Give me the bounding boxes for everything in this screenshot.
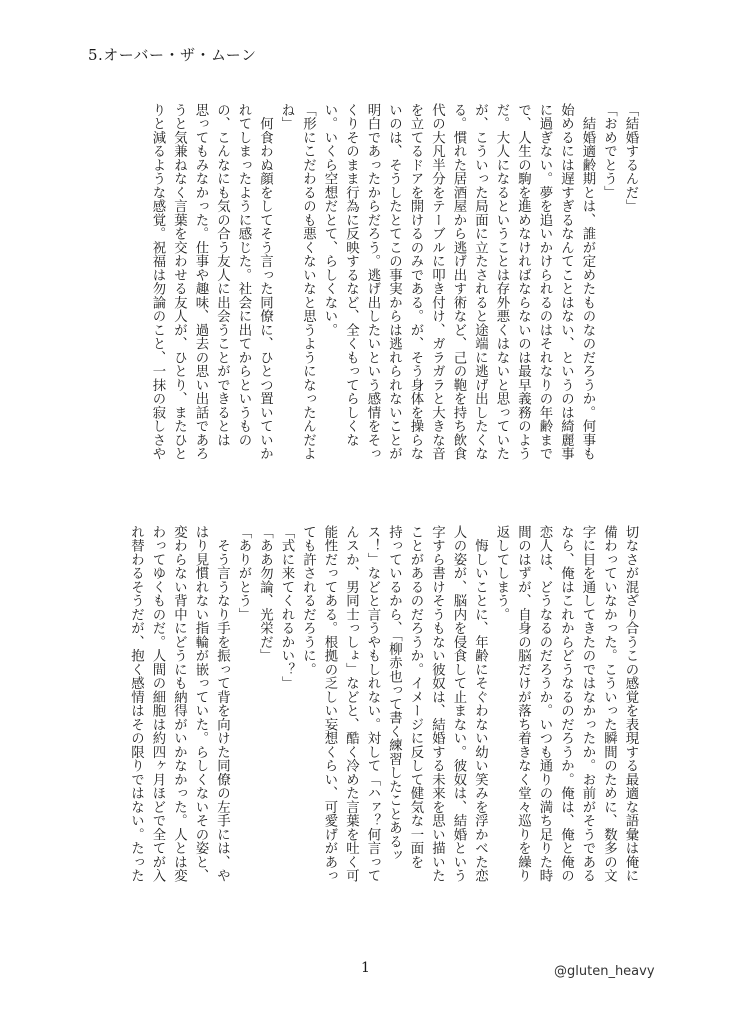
text-line: 「ああ勿論、光栄だ」 (257, 525, 273, 663)
text-line: くりそのまま行為に反映するなど、全くもってらしくな (343, 103, 359, 447)
text-line: んスか、男同士っしょ」などと、酷く冷めた言葉を吐く可 (343, 525, 359, 883)
text-line: い。いくら空想だとて、らしくない。 (322, 103, 337, 337)
text-line: ね」 (279, 103, 294, 131)
text-line: 字に目を通してきたのではなかったか。お前がそうである (580, 525, 595, 883)
text-line: 「ありがとう」 (236, 525, 251, 622)
text-line: ことがあるのだろうか。イメージに反して健気な一面を (408, 525, 423, 869)
text-line: が、こういった局面に立たされると途端に逃げ出したくな (472, 103, 488, 461)
author-handle: @gluten_heavy (554, 964, 655, 979)
text-line: 切なさが混ざり合うこの感覚を表現する最適な語彙は俺に (623, 525, 638, 883)
text-line: だ。大人になるということは存外悪くはないと思っていた (494, 103, 509, 461)
text-line: を立てるドアを開けるのみである。が、そう身体を操らな (408, 103, 423, 461)
text-line: 結婚適齢期とは、誰が定めたものなのだろうか。何事も (580, 103, 595, 461)
text-line: る。慣れた居酒屋から逃げ出す術など、己の鞄を持ち飲食 (451, 103, 466, 461)
text-line: 返してしまう。 (494, 525, 509, 622)
text-line: 能性だってある。根拠の乏しい妄想くらい、可愛げがあっ (322, 525, 337, 883)
text-line: 「結婚するんだ」 (623, 103, 638, 213)
text-line: 「形にこだわるのも悪くないなと思うようになったんだよ (300, 103, 316, 461)
text-line: 悔しいことに、年齢にそぐわない幼い笑みを浮かべた恋 (472, 525, 488, 883)
text-line: に過ぎない。夢を追いかけられるのはそれなりの年齢まで (537, 103, 552, 461)
top-text-block (81, 103, 641, 497)
text-line: 人の姿が、脳内を侵食して止まない。彼奴は、結婚という (451, 525, 466, 883)
text-line: ても許されるだろうに。 (300, 525, 316, 677)
text-line: なら、俺はこれからどうなるのだろうか。俺は、俺と俺の (558, 525, 574, 883)
text-line: れ替わるそうだが、抱く感情はその限りではない。たった (128, 525, 144, 883)
text-line: 代の大凡半分をテーブルに叩き付け、ガラガラと大きな音 (429, 103, 445, 461)
page-number: 1 (361, 960, 370, 976)
text-line: 明白であったからだろう。逃げ出したいという感情をそっ (365, 103, 380, 461)
text-line: の、こんなにも気の合う友人に出会うことができるとは (214, 103, 230, 447)
text-line: いのは、そうしたとてこの事実からは逃れられないことが (386, 103, 402, 461)
text-line: ス！」などと言うやもしれない。対して「ハァ？何言って (365, 525, 380, 883)
text-line: わってゆくものだ。人間の細胞は約四ヶ月ほどで全てが入 (150, 525, 165, 883)
text-line: 備わっていなかった。こういった瞬間のために、数多の文 (601, 525, 617, 883)
text-line: 間のはずが、自身の脳だけが落ち着きなく堂々巡りを繰り (515, 525, 531, 883)
text-line: 恋人は、どうなるのだろうか。いつも通りの満ち足りた時 (537, 525, 552, 883)
text-line: 思ってもみなかった。仕事や趣味、過去の思い出話であろ (193, 103, 208, 461)
text-line: で、人生の駒を進めなければならないのは最早義務のよう (515, 103, 531, 461)
text-line: れてしまったように感じた。社会に出てからというもの (236, 103, 251, 447)
text-line: 何食わぬ顔をしてそう言った同僚に、ひとつ置いていか (257, 103, 273, 461)
bottom-text-block (81, 525, 641, 919)
text-line: 「式に来てくれるかい？」 (279, 525, 294, 690)
text-line: 持っているから、「柳赤也って書く練習したことあるッ (386, 525, 402, 863)
text-line: うと気兼ねなく言葉を交わせる友人が、ひとり、またひと (171, 103, 187, 461)
text-line: 字すら書けそうもない彼奴は、結婚する未来を思い描いた (429, 525, 445, 883)
text-line: りと減るような感覚。祝福は勿論のこと、一抹の寂しさや (150, 103, 165, 461)
text-line: 始めるには遅すぎるなんてことはない、というのは綺麗事 (558, 103, 574, 461)
text-line: 「おめでとう」 (601, 103, 617, 200)
chapter-title: 5.オーバー・ザ・ムーン (88, 46, 257, 64)
text-line: そう言うなり手を振って背を向けた同僚の左手には、や (214, 525, 230, 883)
text-line: 変わらない背中にどうにも納得がいかなかった。人とは変 (171, 525, 187, 883)
text-line: はり見慣れない指輪が嵌っていた。らしくないその姿と、 (193, 525, 208, 883)
